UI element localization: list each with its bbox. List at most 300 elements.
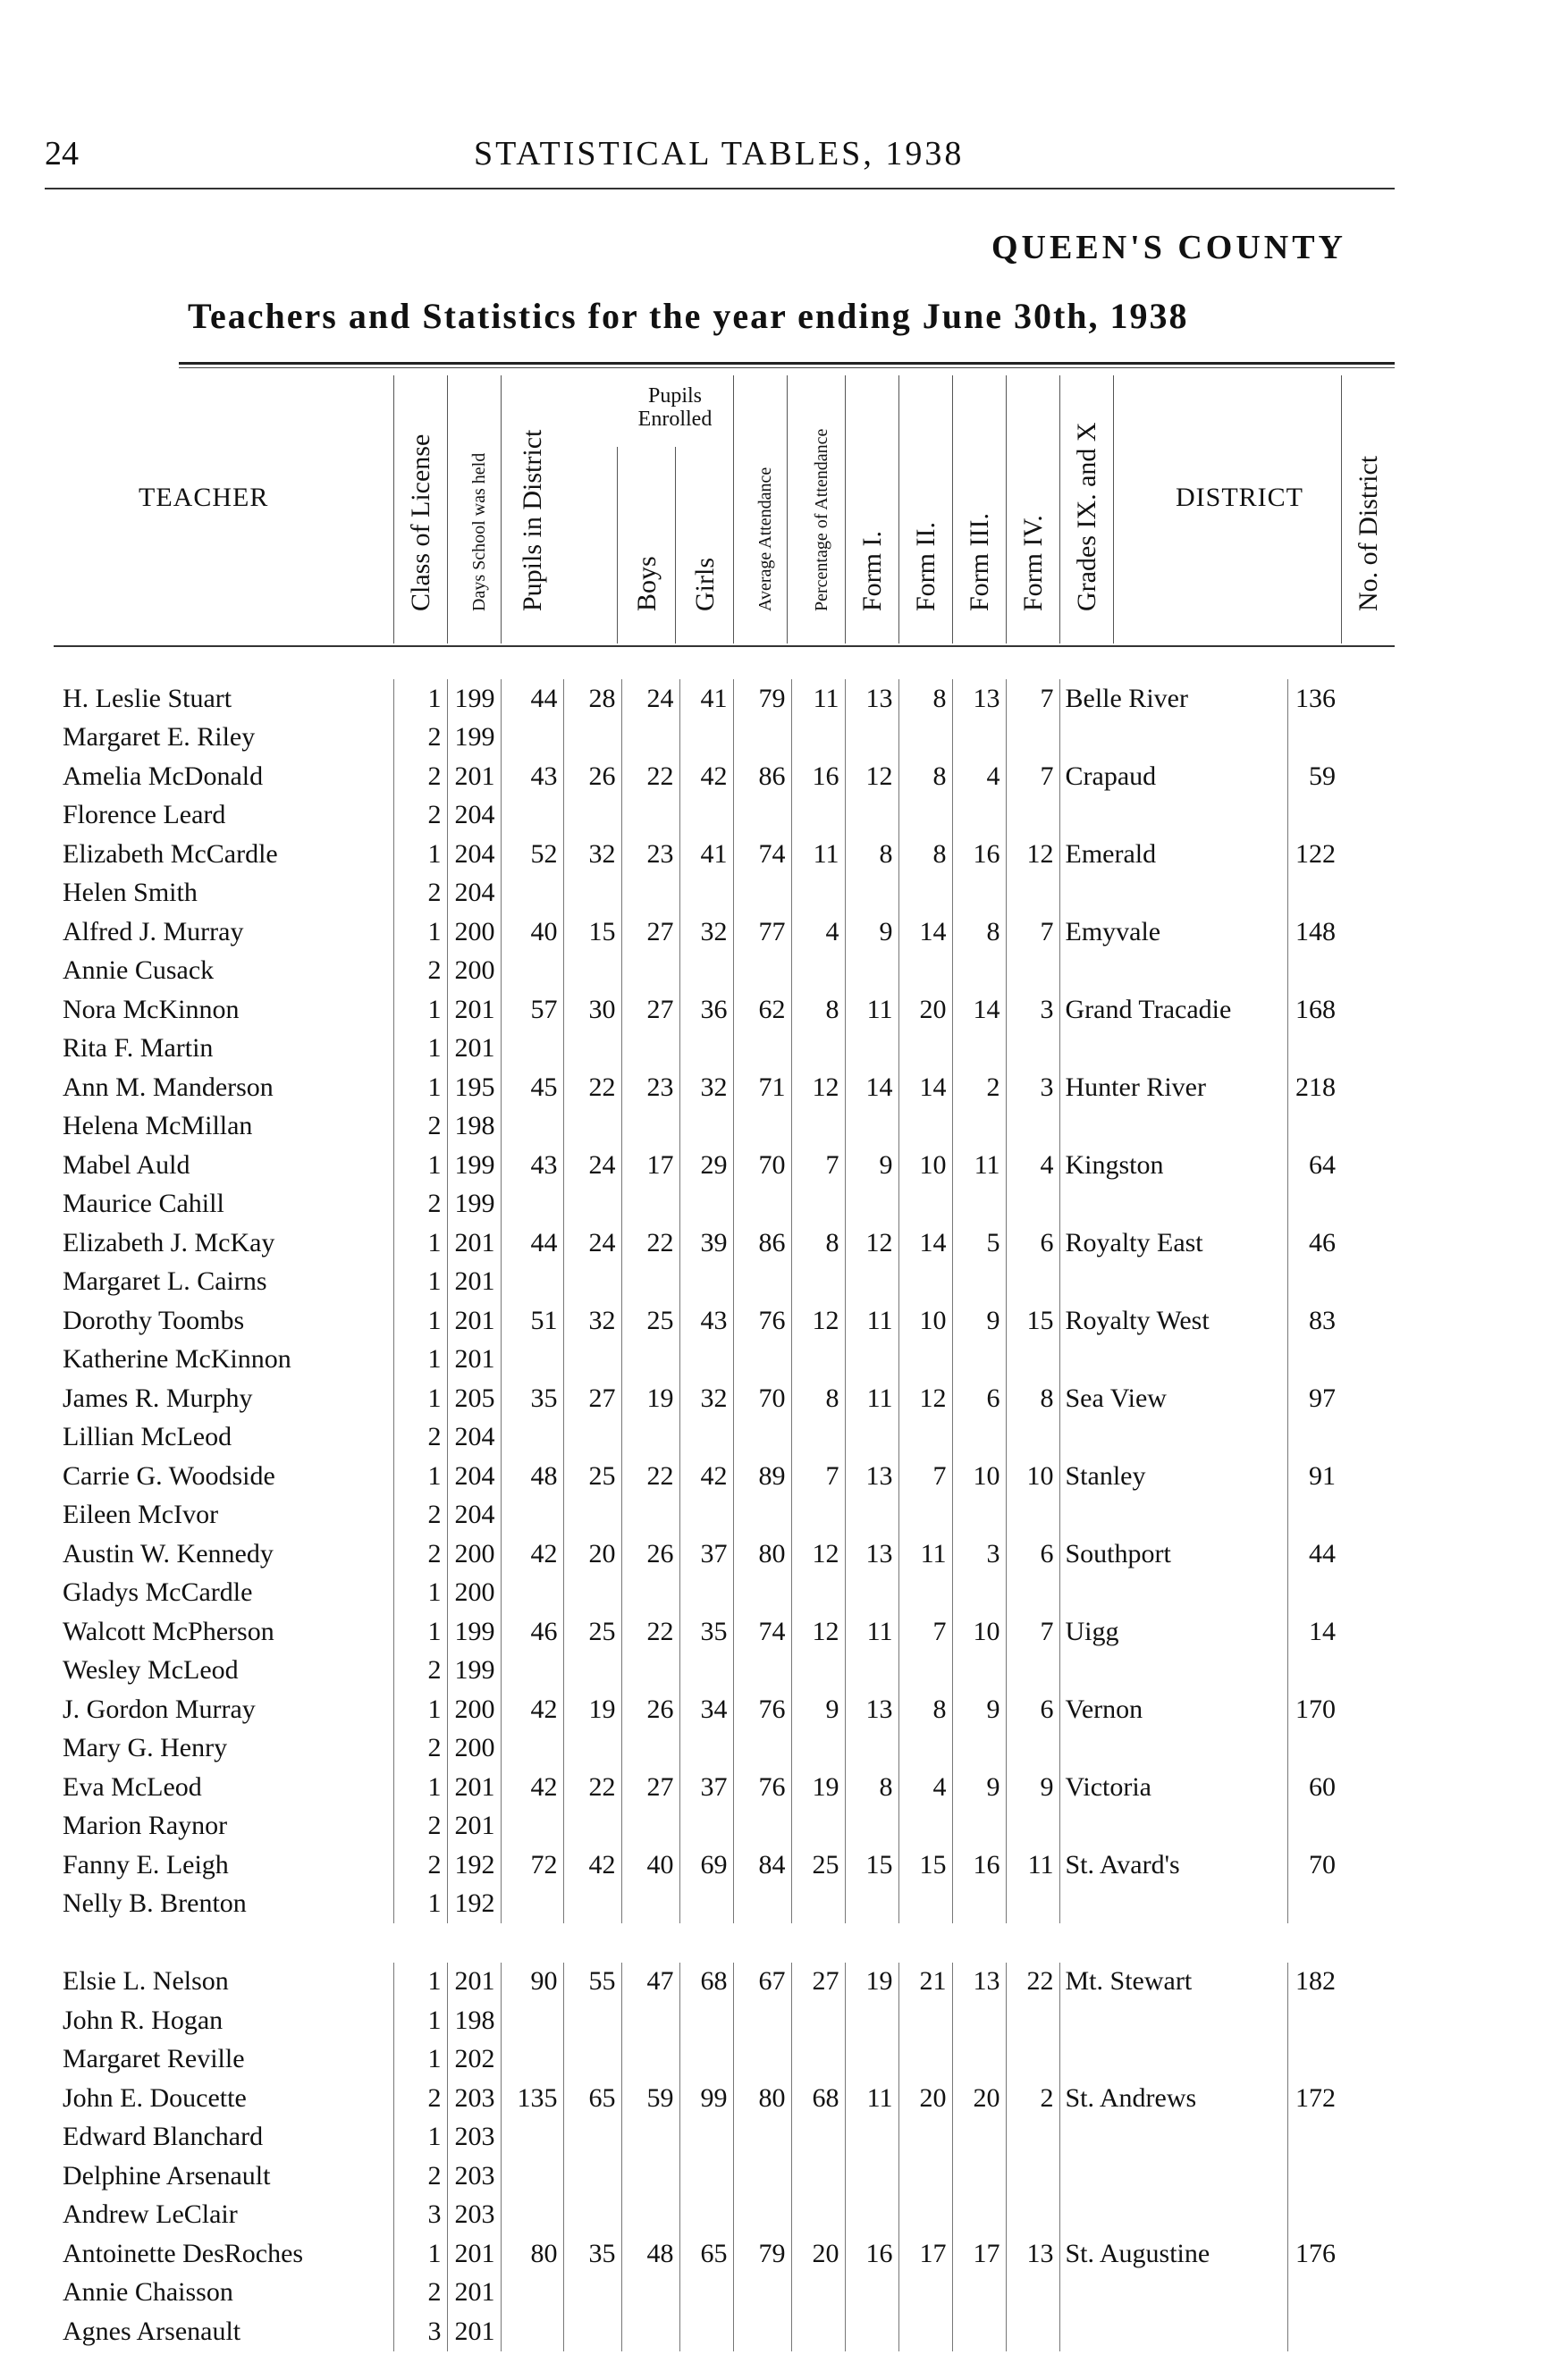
grades-9-10-cell	[1006, 1418, 1059, 1458]
percentage-attendance-cell: 80	[733, 1535, 791, 1574]
district-name-cell	[1059, 2118, 1287, 2157]
days-held-cell: 204	[447, 1457, 501, 1496]
pupils-in-district-cell	[501, 874, 563, 913]
pupils-in-district-cell	[501, 1418, 563, 1458]
girls-cell	[621, 1885, 679, 1924]
pupils-in-district-cell: 43	[501, 757, 563, 796]
percentage-attendance-cell: 70	[733, 1146, 791, 1185]
pupils-in-district-cell	[501, 1652, 563, 1691]
grades-9-10-cell	[1006, 2001, 1059, 2040]
boys-cell: 19	[563, 1690, 621, 1729]
district-no-cell	[1287, 796, 1341, 836]
teacher-name: Helena McMillan	[63, 1111, 253, 1141]
boys-cell	[563, 2040, 621, 2080]
column-headers	[54, 375, 1395, 643]
header-form-3: Form III.	[965, 513, 994, 611]
district-name-cell: Royalty West	[1059, 1301, 1287, 1341]
percentage-attendance-cell	[733, 2157, 791, 2196]
form-3-cell: 14	[898, 1068, 952, 1107]
grades-9-10-cell: 7	[1006, 679, 1059, 719]
days-held-cell: 195	[447, 1068, 501, 1107]
form-1-cell	[791, 1418, 845, 1458]
table-row	[54, 1379, 1341, 1418]
grades-9-10-cell	[1006, 1496, 1059, 1535]
form-2-cell	[845, 719, 898, 758]
girls-cell	[621, 1729, 679, 1769]
pupils-in-district-cell: 46	[501, 1612, 563, 1652]
table-row	[54, 1574, 1341, 1613]
girls-cell	[621, 1263, 679, 1302]
days-held-cell: 201	[447, 1224, 501, 1263]
grades-9-10-cell	[1006, 1652, 1059, 1691]
form-3-cell	[898, 874, 952, 913]
form-2-cell: 11	[845, 990, 898, 1030]
district-name-cell	[1059, 2157, 1287, 2196]
form-4-cell: 14	[952, 990, 1006, 1030]
days-held-cell: 204	[447, 1496, 501, 1535]
form-3-cell	[898, 2040, 952, 2080]
class-of-license-cell: 1	[393, 912, 447, 952]
girls-cell: 19	[621, 1379, 679, 1418]
district-no-cell	[1287, 1030, 1341, 1069]
district-name-cell: Belle River	[1059, 679, 1287, 719]
grades-9-10-cell	[1006, 1574, 1059, 1613]
form-3-cell	[898, 1341, 952, 1380]
form-1-cell	[791, 1030, 845, 1069]
form-4-cell: 9	[952, 1768, 1006, 1807]
district-name-cell	[1059, 1185, 1287, 1224]
days-held-cell: 203	[447, 2196, 501, 2235]
form-1-cell: 11	[791, 679, 845, 719]
class-of-license-cell: 2	[393, 1729, 447, 1769]
district-no-cell	[1287, 2196, 1341, 2235]
percentage-attendance-cell	[733, 952, 791, 991]
girls-cell	[621, 2040, 679, 2080]
form-2-cell	[845, 2001, 898, 2040]
pupils-in-district-cell	[501, 2157, 563, 2196]
district-name-cell: Uigg	[1059, 1612, 1287, 1652]
form-1-cell: 12	[791, 1535, 845, 1574]
form-1-cell	[791, 1263, 845, 1302]
grades-9-10-cell	[1006, 2196, 1059, 2235]
district-no-cell: 44	[1287, 1535, 1341, 1574]
teacher-name: Lillian McLeod	[63, 1422, 232, 1452]
teacher-name: Annie Cusack	[63, 955, 215, 986]
district-no-cell: 182	[1287, 1963, 1341, 2002]
boys-cell: 25	[563, 1457, 621, 1496]
class-of-license-cell: 2	[393, 1496, 447, 1535]
grades-9-10-cell: 6	[1006, 1690, 1059, 1729]
teacher-name: Alfred J. Murray	[63, 916, 244, 946]
running-title: STATISTICAL TABLES, 1938	[474, 135, 965, 172]
table-row	[54, 1146, 1341, 1185]
average-attendance-cell: 37	[679, 1535, 733, 1574]
form-3-cell	[898, 1652, 952, 1691]
days-held-cell: 201	[447, 1963, 501, 2002]
class-of-license-cell: 1	[393, 1263, 447, 1302]
district-name-cell	[1059, 2040, 1287, 2080]
district-no-cell: 60	[1287, 1768, 1341, 1807]
form-1-cell: 9	[791, 1690, 845, 1729]
grades-9-10-cell	[1006, 2157, 1059, 2196]
average-attendance-cell: 42	[679, 757, 733, 796]
district-name-cell: Mt. Stewart	[1059, 1963, 1287, 2002]
class-of-license-cell: 1	[393, 1885, 447, 1924]
days-held-cell: 200	[447, 1574, 501, 1613]
class-of-license-cell: 1	[393, 2040, 447, 2080]
form-4-cell	[952, 1185, 1006, 1224]
form-3-cell	[898, 719, 952, 758]
form-3-cell	[898, 1729, 952, 1769]
form-3-cell	[898, 1885, 952, 1924]
form-1-cell: 19	[791, 1768, 845, 1807]
days-held-cell: 200	[447, 952, 501, 991]
average-attendance-cell	[679, 2040, 733, 2080]
teacher-name: Maurice Cahill	[63, 1189, 224, 1219]
district-no-cell	[1287, 2274, 1341, 2313]
class-of-license-cell: 1	[393, 835, 447, 874]
form-2-cell	[845, 1885, 898, 1924]
days-held-cell: 199	[447, 1612, 501, 1652]
grades-9-10-cell	[1006, 1263, 1059, 1302]
girls-cell: 25	[621, 1301, 679, 1341]
form-4-cell	[952, 1341, 1006, 1380]
teacher-name: Dorothy Toombs	[63, 1305, 245, 1335]
girls-cell	[621, 952, 679, 991]
class-of-license-cell: 1	[393, 1224, 447, 1263]
girls-cell: 22	[621, 1457, 679, 1496]
average-attendance-cell: 41	[679, 679, 733, 719]
form-1-cell	[791, 2274, 845, 2313]
district-name-cell: Hunter River	[1059, 1068, 1287, 1107]
girls-cell	[621, 2001, 679, 2040]
district-name-cell	[1059, 1107, 1287, 1147]
teacher-name: Delphine Arsenault	[63, 2160, 271, 2191]
form-1-cell: 68	[791, 2079, 845, 2118]
percentage-attendance-cell: 76	[733, 1768, 791, 1807]
average-attendance-cell: 43	[679, 1301, 733, 1341]
table-row	[54, 2312, 1341, 2351]
table-row	[54, 1768, 1341, 1807]
form-3-cell	[898, 1107, 952, 1147]
girls-cell	[621, 1652, 679, 1691]
header-district: DISTRICT	[1176, 483, 1303, 512]
form-2-cell: 12	[845, 1224, 898, 1263]
percentage-attendance-cell	[733, 2274, 791, 2313]
pupils-in-district-cell: 42	[501, 1535, 563, 1574]
pupils-in-district-cell	[501, 1729, 563, 1769]
class-of-license-cell: 2	[393, 757, 447, 796]
form-1-cell	[791, 2196, 845, 2235]
header-pct-cell	[787, 375, 846, 643]
boys-cell	[563, 796, 621, 836]
boys-cell: 32	[563, 1301, 621, 1341]
form-4-cell: 10	[952, 1612, 1006, 1652]
percentage-attendance-cell	[733, 1418, 791, 1458]
form-1-cell	[791, 874, 845, 913]
table-row	[54, 1030, 1341, 1069]
girls-cell	[621, 2157, 679, 2196]
district-name-cell	[1059, 1030, 1287, 1069]
form-1-cell: 12	[791, 1068, 845, 1107]
table-row	[54, 796, 1341, 836]
district-name-cell	[1059, 796, 1287, 836]
average-attendance-cell	[679, 1107, 733, 1147]
form-4-cell	[952, 2118, 1006, 2157]
form-2-cell: 13	[845, 1690, 898, 1729]
teacher-name: Edward Blanchard	[63, 2122, 264, 2152]
percentage-attendance-cell	[733, 2040, 791, 2080]
percentage-attendance-cell	[733, 1263, 791, 1302]
grades-9-10-cell	[1006, 2040, 1059, 2080]
statistics-body	[54, 679, 1341, 2351]
grades-9-10-cell: 6	[1006, 1224, 1059, 1263]
days-held-cell: 200	[447, 912, 501, 952]
days-held-cell: 200	[447, 1690, 501, 1729]
days-held-cell: 199	[447, 1185, 501, 1224]
boys-cell	[563, 1341, 621, 1380]
boys-cell	[563, 2274, 621, 2313]
days-held-cell: 204	[447, 796, 501, 836]
table-row	[54, 2274, 1341, 2313]
class-of-license-cell: 2	[393, 2079, 447, 2118]
form-4-cell	[952, 2196, 1006, 2235]
teacher-name: Wesley McLeod	[63, 1655, 239, 1686]
pupils-in-district-cell	[501, 2001, 563, 2040]
table-row	[54, 1263, 1341, 1302]
district-no-cell: 64	[1287, 1146, 1341, 1185]
teacher-name: J. Gordon Murray	[63, 1694, 256, 1724]
class-of-license-cell: 2	[393, 719, 447, 758]
pupils-in-district-cell	[501, 2196, 563, 2235]
table-row	[54, 2196, 1341, 2235]
form-2-cell: 9	[845, 1146, 898, 1185]
grades-9-10-cell	[1006, 2118, 1059, 2157]
percentage-attendance-cell	[733, 1185, 791, 1224]
average-attendance-cell: 42	[679, 1457, 733, 1496]
percentage-attendance-cell: 89	[733, 1457, 791, 1496]
district-name-cell	[1059, 1652, 1287, 1691]
district-no-cell	[1287, 1807, 1341, 1846]
teacher-name: Rita F. Martin	[63, 1033, 214, 1064]
girls-cell: 22	[621, 1612, 679, 1652]
percentage-attendance-cell	[733, 1652, 791, 1691]
district-name-cell	[1059, 1341, 1287, 1380]
days-held-cell: 198	[447, 2001, 501, 2040]
percentage-attendance-cell	[733, 874, 791, 913]
form-4-cell	[952, 1496, 1006, 1535]
pupils-in-district-cell: 44	[501, 1224, 563, 1263]
pupils-in-district-cell	[501, 2040, 563, 2080]
form-4-cell: 2	[952, 1068, 1006, 1107]
class-of-license-cell: 1	[393, 1612, 447, 1652]
district-name-cell	[1059, 719, 1287, 758]
average-attendance-cell	[679, 952, 733, 991]
pupils-in-district-cell	[501, 2274, 563, 2313]
table-row	[54, 2001, 1341, 2040]
district-name-cell: Sea View	[1059, 1379, 1287, 1418]
percentage-attendance-cell	[733, 2001, 791, 2040]
district-name-cell: Grand Tracadie	[1059, 990, 1287, 1030]
grades-9-10-cell	[1006, 2312, 1059, 2351]
average-attendance-cell: 41	[679, 835, 733, 874]
form-3-cell	[898, 1496, 952, 1535]
grades-9-10-cell	[1006, 1185, 1059, 1224]
district-no-cell	[1287, 2118, 1341, 2157]
form-4-cell: 16	[952, 835, 1006, 874]
district-name-cell	[1059, 952, 1287, 991]
class-of-license-cell: 2	[393, 2274, 447, 2313]
form-2-cell: 11	[845, 1301, 898, 1341]
district-no-cell	[1287, 1341, 1341, 1380]
average-attendance-cell: 34	[679, 1690, 733, 1729]
pupils-in-district-cell: 42	[501, 1768, 563, 1807]
pupils-in-district-cell	[501, 2312, 563, 2351]
girls-cell: 48	[621, 2234, 679, 2274]
boys-cell	[563, 1030, 621, 1069]
days-held-cell: 204	[447, 1418, 501, 1458]
header-avg-cell	[733, 375, 788, 643]
boys-cell	[563, 1574, 621, 1613]
form-4-cell	[952, 1729, 1006, 1769]
girls-cell: 17	[621, 1146, 679, 1185]
header-district-no: No. of District	[1354, 455, 1383, 611]
class-of-license-cell: 1	[393, 1574, 447, 1613]
form-1-cell	[791, 2040, 845, 2080]
average-attendance-cell	[679, 1885, 733, 1924]
header-rule	[54, 645, 1395, 647]
header-class-cell	[393, 375, 448, 643]
form-2-cell	[845, 952, 898, 991]
table-row	[54, 912, 1341, 952]
form-4-cell: 6	[952, 1379, 1006, 1418]
grades-9-10-cell: 2	[1006, 2079, 1059, 2118]
form-3-cell: 8	[898, 1690, 952, 1729]
pupils-in-district-cell	[501, 719, 563, 758]
form-2-cell: 11	[845, 2079, 898, 2118]
class-of-license-cell: 1	[393, 1457, 447, 1496]
form-4-cell	[952, 1263, 1006, 1302]
form-4-cell	[952, 1418, 1006, 1458]
district-name-cell	[1059, 1418, 1287, 1458]
form-2-cell	[845, 2118, 898, 2157]
form-1-cell	[791, 719, 845, 758]
days-held-cell: 192	[447, 1846, 501, 1885]
boys-cell	[563, 2157, 621, 2196]
table-row	[54, 874, 1341, 913]
pupils-in-district-cell: 40	[501, 912, 563, 952]
average-attendance-cell: 32	[679, 1379, 733, 1418]
grades-9-10-cell: 7	[1006, 1612, 1059, 1652]
district-name-cell	[1059, 1885, 1287, 1924]
form-3-cell	[898, 2118, 952, 2157]
header-average-attendance: Average Attendance	[755, 467, 775, 611]
title-rule-thin	[179, 367, 1395, 368]
form-3-cell	[898, 1574, 952, 1613]
class-of-license-cell: 1	[393, 2118, 447, 2157]
district-no-cell: 170	[1287, 1690, 1341, 1729]
district-no-cell	[1287, 2040, 1341, 2080]
header-form4-cell	[1006, 375, 1060, 643]
grades-9-10-cell: 7	[1006, 912, 1059, 952]
form-2-cell	[845, 2157, 898, 2196]
boys-cell: 55	[563, 1963, 621, 2002]
form-4-cell	[952, 719, 1006, 758]
table-row	[54, 2157, 1341, 2196]
average-attendance-cell	[679, 2312, 733, 2351]
district-no-cell: 91	[1287, 1457, 1341, 1496]
form-3-cell: 15	[898, 1846, 952, 1885]
district-no-cell	[1287, 719, 1341, 758]
form-1-cell	[791, 1652, 845, 1691]
form-4-cell: 4	[952, 757, 1006, 796]
form-3-cell: 17	[898, 2234, 952, 2274]
pupils-in-district-cell: 48	[501, 1457, 563, 1496]
boys-cell: 22	[563, 1768, 621, 1807]
class-of-license-cell: 1	[393, 2234, 447, 2274]
form-1-cell: 7	[791, 1457, 845, 1496]
boys-cell	[563, 952, 621, 991]
table-row	[54, 679, 1341, 719]
grades-9-10-cell	[1006, 719, 1059, 758]
form-2-cell: 11	[845, 1612, 898, 1652]
percentage-attendance-cell: 79	[733, 679, 791, 719]
pupils-in-district-cell	[501, 1185, 563, 1224]
days-held-cell: 198	[447, 1107, 501, 1147]
grades-9-10-cell: 12	[1006, 835, 1059, 874]
average-attendance-cell	[679, 1729, 733, 1769]
average-attendance-cell	[679, 2157, 733, 2196]
page-number: 24	[45, 135, 79, 172]
table-row	[54, 990, 1341, 1030]
boys-cell	[563, 1807, 621, 1846]
class-of-license-cell: 1	[393, 1030, 447, 1069]
form-1-cell	[791, 1729, 845, 1769]
form-2-cell: 12	[845, 757, 898, 796]
girls-cell: 26	[621, 1535, 679, 1574]
average-attendance-cell	[679, 1185, 733, 1224]
district-no-cell	[1287, 1885, 1341, 1924]
pupils-in-district-cell	[501, 952, 563, 991]
grades-9-10-cell: 3	[1006, 1068, 1059, 1107]
pupils-in-district-cell: 51	[501, 1301, 563, 1341]
days-held-cell: 203	[447, 2118, 501, 2157]
form-3-cell	[898, 952, 952, 991]
grades-9-10-cell: 13	[1006, 2234, 1059, 2274]
table-row	[54, 1341, 1341, 1380]
days-held-cell: 204	[447, 874, 501, 913]
teacher-name: Ann M. Manderson	[63, 1072, 274, 1102]
boys-cell: 25	[563, 1612, 621, 1652]
girls-cell	[621, 2274, 679, 2313]
pupils-in-district-cell: 72	[501, 1846, 563, 1885]
girls-cell	[621, 1185, 679, 1224]
boys-cell	[563, 1185, 621, 1224]
table-row	[54, 1729, 1341, 1769]
header-form2-cell	[898, 375, 953, 643]
form-2-cell	[845, 1807, 898, 1846]
average-attendance-cell: 32	[679, 1068, 733, 1107]
form-3-cell: 8	[898, 757, 952, 796]
boys-cell: 35	[563, 2234, 621, 2274]
pupils-in-district-cell	[501, 1107, 563, 1147]
pupils-in-district-cell	[501, 1574, 563, 1613]
boys-cell: 24	[563, 1224, 621, 1263]
boys-cell: 32	[563, 835, 621, 874]
statistics-table	[54, 679, 1341, 2351]
form-2-cell	[845, 2196, 898, 2235]
form-4-cell	[952, 2274, 1006, 2313]
